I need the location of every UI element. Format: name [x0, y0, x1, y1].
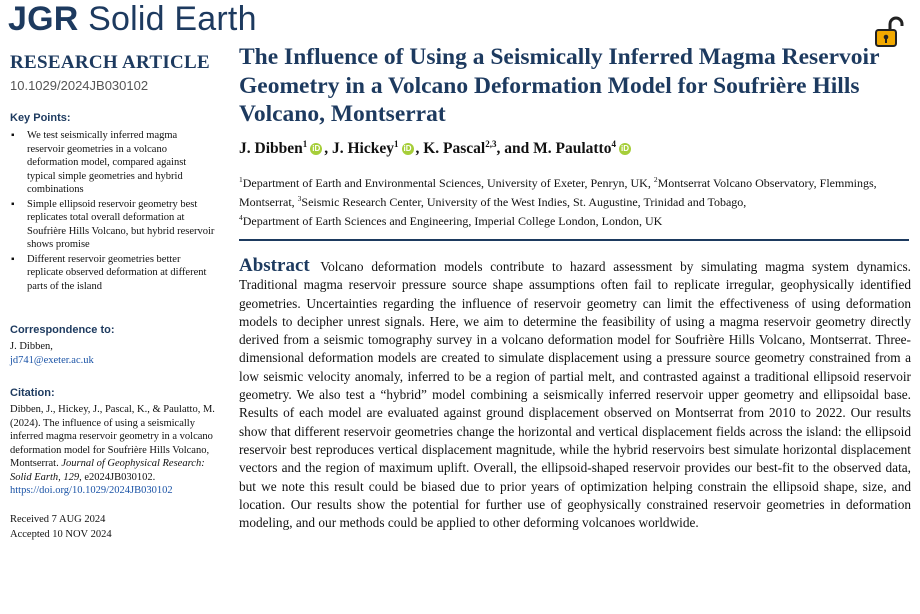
- citation-volume: 129: [63, 471, 80, 483]
- author-name: M. Paulatto: [533, 139, 612, 157]
- affiliation-text: Department of Earth Sciences and Engineering, Imperial College London, London, UK: [242, 213, 663, 228]
- affiliation-number: 2: [653, 174, 658, 184]
- affiliations: [239, 172, 911, 229]
- article-header: [239, 43, 911, 229]
- author-affiliation-number: 1: [302, 138, 308, 149]
- journal-logo-part2: Solid Earth: [88, 0, 257, 38]
- key-points-heading: Key Points:: [10, 112, 71, 124]
- correspondence-name: J. Dibben,: [10, 341, 53, 352]
- affiliation-text: Seismic Research Center, University of the West Indies, St. Augustine, Trinidad and Tobago,: [301, 194, 747, 209]
- affiliation-text: Montserrat Volcano Observatory, Flemmings, Montserrat,: [239, 175, 877, 209]
- correspondence-email-link[interactable]: jd741@exeter.ac.uk: [10, 354, 94, 366]
- orcid-icon[interactable]: iD: [620, 143, 629, 153]
- author-name: K. Pascal: [423, 139, 486, 157]
- journal-logo-part1: JGR: [8, 0, 79, 38]
- header-divider: [239, 239, 909, 241]
- key-points-list: [10, 129, 215, 293]
- received-date: Received 7 AUG 2024: [10, 513, 106, 525]
- author-conjunction: and: [504, 139, 530, 157]
- affiliation-number: 3: [297, 193, 302, 203]
- journal-logo: [8, 0, 257, 39]
- author-name: J. Dibben: [239, 139, 303, 157]
- key-point: ▪ Simple ellipsoid reservoir geometry best replicates total overall deformation at Soufrière Hills Volcano, but hybrid reservoir shows promise: [10, 198, 215, 252]
- citation-journal: Journal of Geophysical Research: Solid Earth,: [10, 458, 205, 483]
- sidebar: [10, 52, 215, 542]
- article-title: The Influence of Using a Seismically Inferred Magma Reservoir Geometry in a Volcano Deformation Model for Soufrière Hills Volcano, Montserrat: [239, 44, 880, 127]
- citation-body: [10, 403, 215, 498]
- citation-doi-link[interactable]: https://doi.org/10.1029/2024JB030102: [10, 485, 173, 496]
- article-type: RESEARCH ARTICLE: [10, 52, 210, 73]
- author-affiliation-number: 1: [394, 138, 399, 149]
- citation-text: Dibben, J., Hickey, J., Pascal, K., & Paulatto, M. (2024). The influence of using a seismically inferred magma reservoir geometry in a volcano deformation model for Soufrière Hills Volcano, Montserrat.: [10, 404, 215, 469]
- abstract-heading: Abstract: [239, 255, 310, 276]
- citation-article-number: , e2024JB030102.: [79, 471, 156, 483]
- abstract-text: Volcano deformation models contribute to hazard assessment by simulating magma system dynamics. Traditional magma reservoir pressure source shape assumptions often fail to replicate irregular, geophysically identified geometries. Uncertainties regarding the influence of reservoir geometry can limit the effectiveness of using deformation models to decipher unrest signals. Here, we aim to determine the feasibility of using a magma reservoir geometry directly derived from a seismic tomography survey in a volcano deformation model for Soufrière Hills Volcano, Montserrat. Three-dimensional deformation models are created to simulate displacement using a pressure source geometry constrained from a low seismic velocity anomaly, inferred to be a region of partial melt, and contrasted against a traditional ellipsoid reservoir geometry. We also test a “hybrid” model combining a seismically inferred reservoir upper geometry and ellipsoidal base. Results of each model are evaluated against ground displacement observed on Montserrat from 2010 to 2022. Our results show that different reservoir geometries change the horizontal and vertical displacement fields across the island: the ellipsoid reservoir best reproduces vertical displacement magnitude, while the hybrid reservoirs best simulate horizontal displacement vectors and the region of maximum uplift. Overall, the ellipsoid-shaped reservoir provides our best-fit to the observed data, but we note this result could be biased due to prior years of optimization helping constrain the ellipsoid shape, size, and location. Our results show the potential for further use of geophysically constrained reservoir geometries in deformation modeling, and our methods could be applied to other deforming volcanoes worldwide.: [239, 259, 911, 531]
- key-point: ▪ We test seismically inferred magma reservoir geometries in a volcano deformation model, compared against typical simple geometries and hybrid combinations: [10, 129, 215, 197]
- author-affiliation-number: 2,3: [485, 138, 497, 149]
- affiliation-number: 4: [239, 212, 243, 222]
- citation-heading: Citation:: [10, 387, 55, 399]
- author-name: J. Hickey: [332, 139, 394, 157]
- author-list: J. Dibben$^1$ iD , J. Hickey$^1$ iD , K. Pascal$^{2,3}$, and M. Paulatto$^4$ iD: [239, 138, 629, 157]
- correspondence-heading: Correspondence to:: [10, 324, 115, 336]
- accepted-date: Accepted 10 NOV 2024: [10, 528, 112, 540]
- abstract: [239, 257, 911, 532]
- doi: 10.1029/2024JB030102: [10, 78, 149, 93]
- key-point: ▪ Different reservoir geometries better replicate observed deformation at different parts of the island: [10, 253, 215, 294]
- author-affiliation-number: 4: [611, 138, 616, 149]
- affiliation-number: 1: [239, 174, 243, 184]
- orcid-icon[interactable]: iD: [312, 143, 321, 153]
- orcid-icon[interactable]: iD: [403, 143, 412, 153]
- affiliation-text: Department of Earth and Environmental Sciences, University of Exeter, Penryn, UK,: [242, 175, 654, 190]
